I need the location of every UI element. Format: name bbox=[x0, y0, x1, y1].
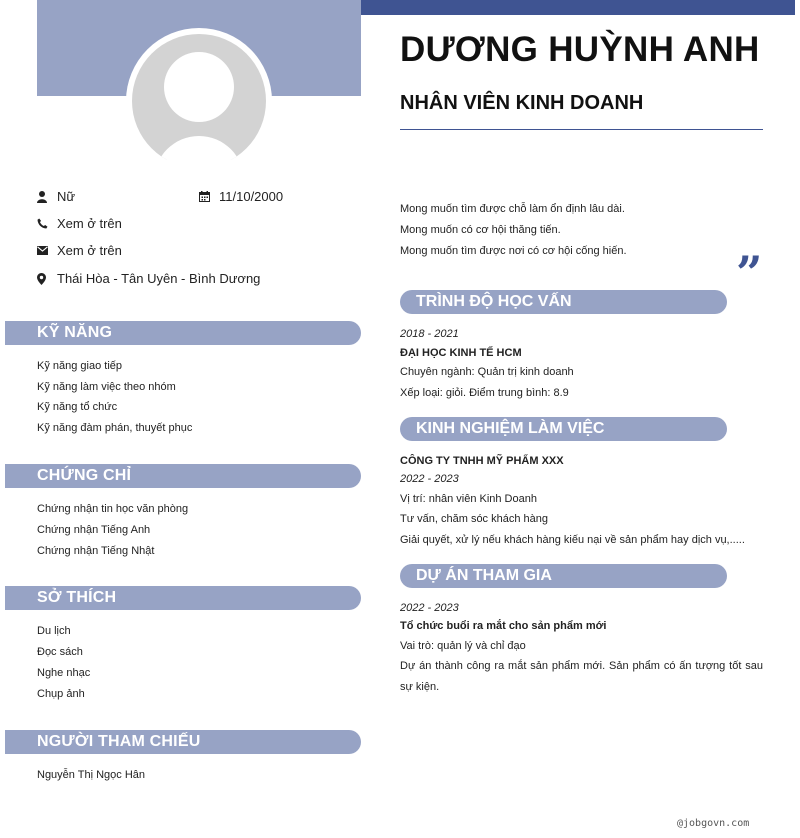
phone-icon bbox=[37, 218, 57, 229]
user-icon bbox=[37, 191, 57, 203]
education-period: 2018 - 2021 bbox=[400, 328, 459, 340]
gender-row bbox=[37, 189, 75, 204]
objective-line: Mong muốn tìm được nơi có cơ hội cống hiến. bbox=[400, 245, 627, 257]
hobby-item: Chụp ảnh bbox=[37, 688, 85, 700]
address-row bbox=[37, 271, 260, 286]
birthdate-row bbox=[199, 189, 283, 204]
avatar bbox=[126, 28, 272, 174]
education-title: TRÌNH ĐỘ HỌC VẤN bbox=[416, 293, 572, 310]
skill-item: Kỹ năng giao tiếp bbox=[37, 360, 123, 372]
calendar-icon bbox=[199, 191, 219, 202]
job-title: NHÂN VIÊN KINH DOANH bbox=[400, 92, 644, 114]
avatar-placeholder-icon bbox=[132, 34, 266, 168]
email-row bbox=[37, 243, 122, 258]
email-icon bbox=[37, 246, 57, 255]
certificate-item: Chứng nhận Tiếng Nhật bbox=[37, 545, 155, 557]
hobby-item: Đọc sách bbox=[37, 646, 83, 658]
objective-line: Mong muốn có cơ hội thăng tiến. bbox=[400, 224, 561, 236]
hobby-item: Du lịch bbox=[37, 625, 71, 637]
references-title: NGƯỜI THAM CHIẾU bbox=[37, 733, 201, 750]
experience-period: 2022 - 2023 bbox=[400, 473, 459, 485]
experience-line: Tư vấn, chăm sóc khách hàng bbox=[400, 513, 548, 525]
skill-item: Kỹ năng làm việc theo nhóm bbox=[37, 381, 176, 393]
certificate-item: Chứng nhận tin học văn phòng bbox=[37, 503, 189, 515]
watermark: @jobgovn.com bbox=[677, 818, 750, 829]
project-description: Dự án thành công ra mắt sản phẩm mới. Sản phẩm có ấn tượng tốt sau sự kiện. bbox=[400, 660, 763, 693]
objective-line: Mong muốn tìm được chỗ làm ổn định lâu dài. bbox=[400, 203, 625, 215]
quote-icon: ” bbox=[736, 246, 763, 300]
phone-row bbox=[37, 216, 122, 231]
hobbies-title: SỞ THÍCH bbox=[37, 589, 117, 606]
hobby-item: Nghe nhạc bbox=[37, 667, 91, 679]
address-value: Thái Hòa - Tân Uyên - Bình Dương bbox=[57, 271, 261, 286]
birthdate-value: 11/10/2000 bbox=[219, 189, 284, 204]
location-icon bbox=[37, 273, 57, 285]
candidate-name: DƯƠNG HUỲNH ANH bbox=[400, 30, 760, 69]
email-value: Xem ở trên bbox=[57, 243, 122, 258]
education-school: ĐẠI HỌC KINH TẾ HCM bbox=[400, 347, 522, 359]
skill-item: Kỹ năng tổ chức bbox=[37, 401, 118, 413]
skill-item: Kỹ năng đàm phán, thuyết phục bbox=[37, 422, 193, 434]
experience-line: Giải quyết, xử lý nếu khách hàng kiếu nại về sản phẩm hay dịch vụ,..... bbox=[400, 534, 745, 546]
skills-title: KỸ NĂNG bbox=[37, 324, 113, 341]
header-divider bbox=[400, 129, 763, 130]
project-period: 2022 - 2023 bbox=[400, 602, 459, 614]
education-major: Chuyên ngành: Quản trị kinh doanh bbox=[400, 366, 574, 378]
project-role: Vai trò: quản lý và chỉ đạo bbox=[400, 640, 526, 652]
education-grade: Xếp loại: giỏi. Điểm trung bình: 8.9 bbox=[400, 387, 569, 399]
projects-title: DỰ ÁN THAM GIA bbox=[416, 567, 552, 584]
experience-title: KINH NGHIỆM LÀM VIỆC bbox=[416, 420, 605, 437]
certificates-title: CHỨNG CHỈ bbox=[37, 467, 132, 484]
project-name: Tổ chức buổi ra mắt cho sản phẩm mới bbox=[400, 620, 607, 632]
experience-company: CÔNG TY TNHH MỸ PHẨM XXX bbox=[400, 455, 564, 467]
gender-value: Nữ bbox=[57, 189, 76, 204]
reference-item: Nguyễn Thị Ngọc Hân bbox=[37, 769, 146, 781]
experience-line: Vị trí: nhân viên Kinh Doanh bbox=[400, 493, 537, 505]
header-accent-bar bbox=[361, 0, 795, 15]
phone-value: Xem ở trên bbox=[57, 216, 122, 231]
certificate-item: Chứng nhận Tiếng Anh bbox=[37, 524, 151, 536]
